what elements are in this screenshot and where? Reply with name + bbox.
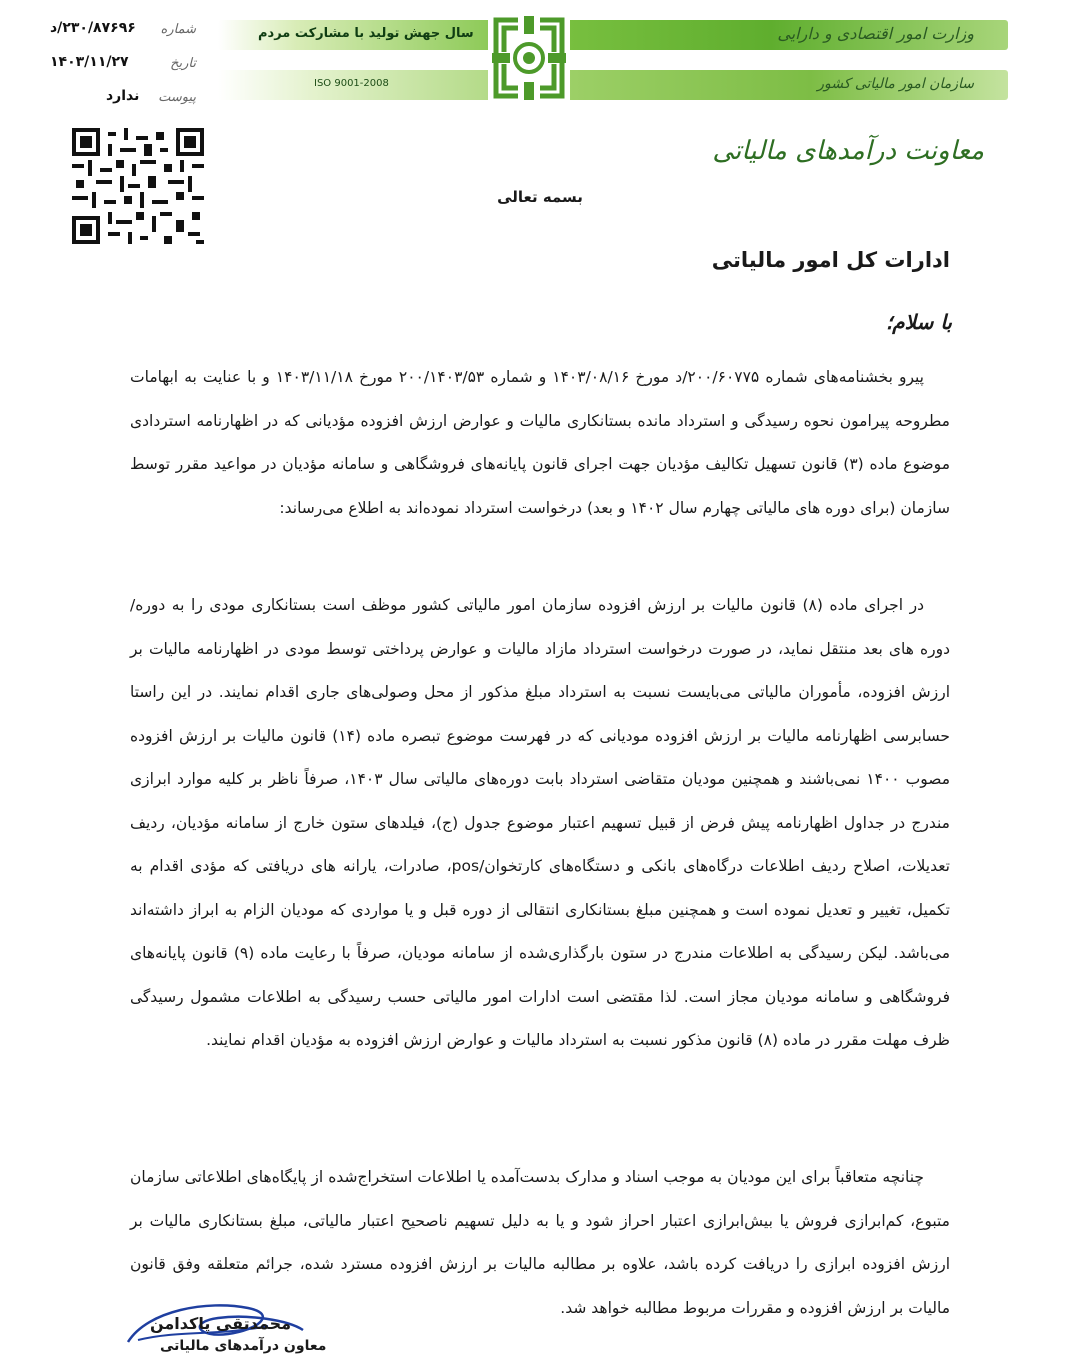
letter-meta <box>46 18 196 120</box>
iso-label: ISO 9001-2008 <box>314 78 389 89</box>
year-slogan: سال جهش تولید با مشارکت مردم <box>258 26 474 41</box>
attachment-label: پیوست <box>158 90 196 105</box>
paragraph-1: پیرو بخشنامه‌های شماره ۲۰۰/۶۰۷۷۵/د مورخ ۱۴۰۳/۰۸/۱۶ و شماره ۲۰۰/۱۴۰۳/۵۳ مورخ ۱۴۰۳/۱۱/۱۸ و با عنایت به ابهامات مطروحه پیرامون نحوه رسیدگی و استرداد مانده بستانکاری مالیات و عوارض ارزش افزوده مؤدیانی که در اظهارنامه استردادی موضوع ماده (۳) قانون تسهیل تکالیف مؤدیان جهت اجرای قانون پایانه‌های فروشگاهی و سامانه مؤدیان در مواعید مقرر توسط سازمان (برای دوره های مالیاتی چهارم سال ۱۴۰۲ و بعد) درخواست استرداد نموده‌اند به اطلاع می‌رساند: <box>130 368 950 517</box>
meta-date-row <box>46 52 196 86</box>
greeting: با سلام؛ <box>885 310 952 334</box>
paragraph-3: چنانچه متعاقباً برای این مودیان به موجب اسناد و مدارک بدست‌آمده یا اطلاعات استخراج‌شده از پایگاه‌های اطلاعاتی سازمان متبوع، کم‌ابرازی فروش یا بیش‌ابرازی اعتبار احراز شود و یا به دلیل تسهیم ناصحیح اعتبار مالیاتی، مبلغ بستانکاری مالیات بر ارزش افزوده ابرازی را دریافت کرده باشد، علاوه بر مطالبه مالیات بر ارزش افزوده مسترد شده، جرائم متعلقه وفق قانون مالیات بر ارزش افزوده و مقررات مربوط مطالبه خواهد شد. <box>130 1168 950 1317</box>
paragraph-2: در اجرای ماده (۸) قانون مالیات بر ارزش افزوده سازمان امور مالیاتی کشور موظف است بستانکاری مودی را به دوره/ دوره های بعد منتقل نماید، در صورت درخواست استرداد مازاد مالیات و عوارض پرداختی توسط مودی در اظهارنامه مالیات بر ارزش افزوده، مأموران مالیاتی می‌بایست نسبت به استرداد مبلغ مذکور از محل وصولی‌های جاری اقدام نمایند. در این راستا حسابرسی اظهارنامه مالیات بر ارزش افزوده مودیانی که در فهرست موضوع تبصره ماده (۱۴) قانون مالیات بر ارزش افزوده مصوب ۱۴۰۰ نمی‌باشند و همچنین مودیان متقاضی استرداد بابت دوره‌های مالیاتی سال ۱۴۰۳، صرفاً ناظر بر کلیه موارد ابرازی مندرج در جداول اظهارنامه پیش فرض از قبیل تسهیم اعتبار موضوع جدول (ج)، فیلدهای ستون خارج از سامانه مؤدیان، ردیف تعدیلات، اصلاح ردیف اطلاعات درگاه‌های بانکی و دستگاه‌های کارتخوان/pos، صادرات، یارانه های دریافتی که مؤدی اقدام به تکمیل، تغییر و تعدیل نموده است و همچنین مبلغ بستانکاری انتقالی از دوره قبل و یا مواردی که مودیان الزام به ابراز داشته‌اند می‌باشد. لیکن رسیدگی به اطلاعات مندرج در ستون بارگذاری‌شده از سامانه مودیان، صرفاً با رعایت ماده (۹) قانون پایانه‌های فروشگاهی و سامانه مودیان مجاز است. لذا مقتضی است ادارات امور مالیاتی حسب رسیدگی به اطلاعات مشمول رسیدگی ظرف مهلت مقرر در ماده (۸) قانون مذکور نسبت به استرداد مالیات و عوارض ارزش افزوده به مؤدیان اقدام نمایند. <box>130 596 950 1049</box>
letter-date: ۱۴۰۳/۱۱/۲۷ <box>50 54 129 70</box>
meta-attachment-row <box>46 86 196 120</box>
date-label: تاریخ <box>170 56 196 71</box>
tax-organization-emblem-icon <box>488 12 570 104</box>
letterhead-banner <box>218 18 1008 108</box>
number-label: شماره <box>160 22 196 37</box>
signatory-title: معاون درآمدهای مالیاتی <box>160 1338 327 1354</box>
deputy-title: معاونت درآمدهای مالیاتی <box>712 136 984 166</box>
meta-number-row <box>46 18 196 52</box>
ministry-name: وزارت امور اقتصادی و دارایی <box>777 24 974 43</box>
bismillah-heading: بسمه تعالی <box>497 188 583 206</box>
letter-number: ۲۳۰/۸۷۶۹۶/د <box>50 20 136 36</box>
signatory-name: محمدتقی پاکدامن <box>150 1314 292 1333</box>
addressee: ادارات کل امور مالیاتی <box>711 248 950 272</box>
attachment-value: ندارد <box>106 88 140 104</box>
qr-code-icon <box>72 128 204 244</box>
organization-name: سازمان امور مالیاتی کشور <box>817 76 974 92</box>
